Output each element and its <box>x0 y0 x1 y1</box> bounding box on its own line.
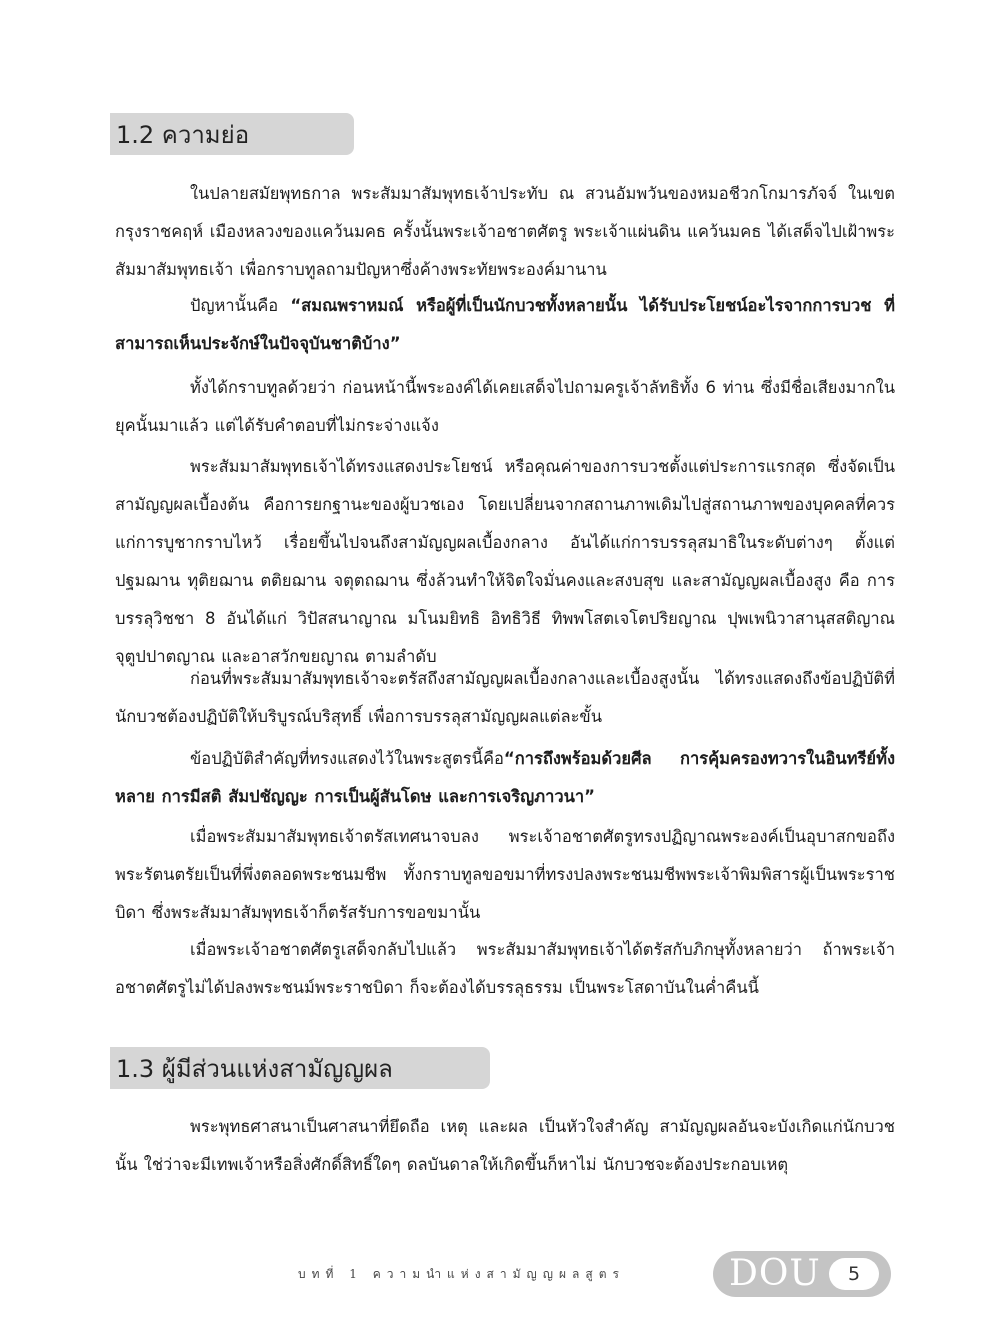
footer-badge <box>713 1251 891 1297</box>
page-number: 5 <box>829 1258 879 1290</box>
section-heading-1-2-text: 1.2 ความย่อ <box>116 120 250 149</box>
paragraph-key-practices <box>115 740 895 816</box>
section-heading-1-3-text: 1.3 ผู้มีส่วนแห่งสามัญญผล <box>116 1054 393 1083</box>
paragraph-benefits: พระสัมมาสัมพุทธเจ้าได้ทรงแสดงประโยชน์ หรือคุณค่าของการบวชตั้งแต่ประการแรกสุด ซึ่งจัดเป็นสามัญญผลเบื้องต้น คือการยกฐานะของผู้บวชเอง โดยเปลี่ยนจากสถานภาพเดิมไปสู่สถานภาพของบุคคลที่ควรแก่การบูชากราบไหว้ เรื่อยขึ้นไปจนถึงสามัญญผลเบื้องกลาง อันได้แก่การบรรลุสมาธิในระดับต่างๆ ตั้งแต่ปฐมฌาน ทุติยฌาน ตติยฌาน จตุตถฌาน ซึ่งล้วนทำให้จิตใจมั่นคงและสงบสุข และสามัญญผลเบื้องสูง คือ การบรรลุวิชชา 8 อันได้แก่ วิปัสสนาญาณ มโนมยิทธิ อิทธิวิธี ทิพพโสตเจโตปริยญาณ ปุพเพนิวาสานุสสติญาณ จุตูปปาตญาณ และอาสวักขยญาณ ตามลำดับ <box>115 457 895 666</box>
dou-logo: DOU <box>729 1253 821 1294</box>
paragraph-six-teachers: ทั้งได้กราบทูลด้วยว่า ก่อนหน้านี้พระองค์ได้เคยเสด็จไปถามครูเจ้าลัทธิทั้ง 6 ท่าน ซึ่งมีชื่อเสียงมากในยุคนั้นมาแล้ว แต่ได้รับคำตอบที่ไม่กระจ่างแจ้ง <box>115 378 895 435</box>
paragraph-key-practices-lead: ข้อปฏิบัติสำคัญที่ทรงแสดงไว้ในพระสูตรนี้คือ <box>190 749 504 768</box>
paragraph-question-lead: ปัญหานั้นคือ <box>190 296 291 315</box>
paragraph-key-practices-bold: “การถึงพร้อมด้วยศีล การคุ้มครองทวารในอินทรีย์ทั้งหลาย การมีสติ สัมปชัญญะ การเป็นผู้สันโดษ และการเจริญภาวนา” <box>115 749 895 806</box>
footer-chapter-title: บทที่ 1 ความนำแห่งสามัญญผลสูตร <box>298 1267 625 1281</box>
paragraph-summary-intro: ในปลายสมัยพุทธกาล พระสัมมาสัมพุทธเจ้าประทับ ณ สวนอัมพวันของหมอชีวกโกมารภัจจ์ ในเขตกรุงราชคฤห์ เมืองหลวงของแคว้นมคธ ครั้งนั้นพระเจ้าอชาตศัตรู พระเจ้าแผ่นดิน แคว้นมคธ ได้เสด็จไปเฝ้าพระสัมมาสัมพุทธเจ้า เพื่อกราบทูลถามปัญหาซึ่งค้างพระทัยพระองค์มานาน <box>115 184 895 279</box>
paragraph-king-refuge: เมื่อพระสัมมาสัมพุทธเจ้าตรัสเทศนาจบลง พระเจ้าอชาตศัตรูทรงปฏิญาณพระองค์เป็นอุบาสกขอถึงพระรัตนตรัยเป็นที่พึ่งตลอดพระชนมชีพ ทั้งกราบทูลขอขมาที่ทรงปลงพระชนมชีพพระเจ้าพิมพิสารผู้เป็นพระราชบิดา ซึ่งพระสัมมาสัมพุทธเจ้าก็ตรัสรับการขอขมานั้น <box>115 827 895 922</box>
paragraph-king-departure: เมื่อพระเจ้าอชาตศัตรูเสด็จกลับไปแล้ว พระสัมมาสัมพุทธเจ้าได้ตรัสกับภิกษุทั้งหลายว่า ถ้าพระเจ้าอชาตศัตรูไม่ได้ปลงพระชนม์พระราชบิดา ก็จะต้องได้บรรลุธรรม เป็นพระโสดาบันในค่ำคืนนี้ <box>115 940 895 997</box>
paragraph-question-bold: “สมณพราหมณ์ หรือผู้ที่เป็นนักบวชทั้งหลายนั้น ได้รับประโยชน์อะไรจากการบวช ที่สามารถเห็นประจักษ์ในปัจจุบันชาติบ้าง” <box>115 296 895 353</box>
paragraph-question <box>115 287 895 363</box>
section-heading-1-2 <box>110 113 354 155</box>
paragraph-practices-intro: ก่อนที่พระสัมมาสัมพุทธเจ้าจะตรัสถึงสามัญญผลเบื้องกลางและเบื้องสูงนั้น ได้ทรงแสดงถึงข้อปฏิบัติที่นักบวชต้องปฏิบัติให้บริบูรณ์บริสุทธิ์ เพื่อการบรรลุสามัญญผลแต่ละขั้น <box>115 669 895 726</box>
section-heading-1-3 <box>110 1047 490 1089</box>
paragraph-cause-effect: พระพุทธศาสนาเป็นศาสนาที่ยึดถือ เหตุ และผล เป็นหัวใจสำคัญ สามัญญผลอันจะบังเกิดแก่นักบวชนั้น ใช่ว่าจะมีเทพเจ้าหรือสิ่งศักดิ์สิทธิ์ใดๆ ดลบันดาลให้เกิดขึ้นก็หาไม่ นักบวชจะต้องประกอบเหตุ <box>115 1117 895 1174</box>
